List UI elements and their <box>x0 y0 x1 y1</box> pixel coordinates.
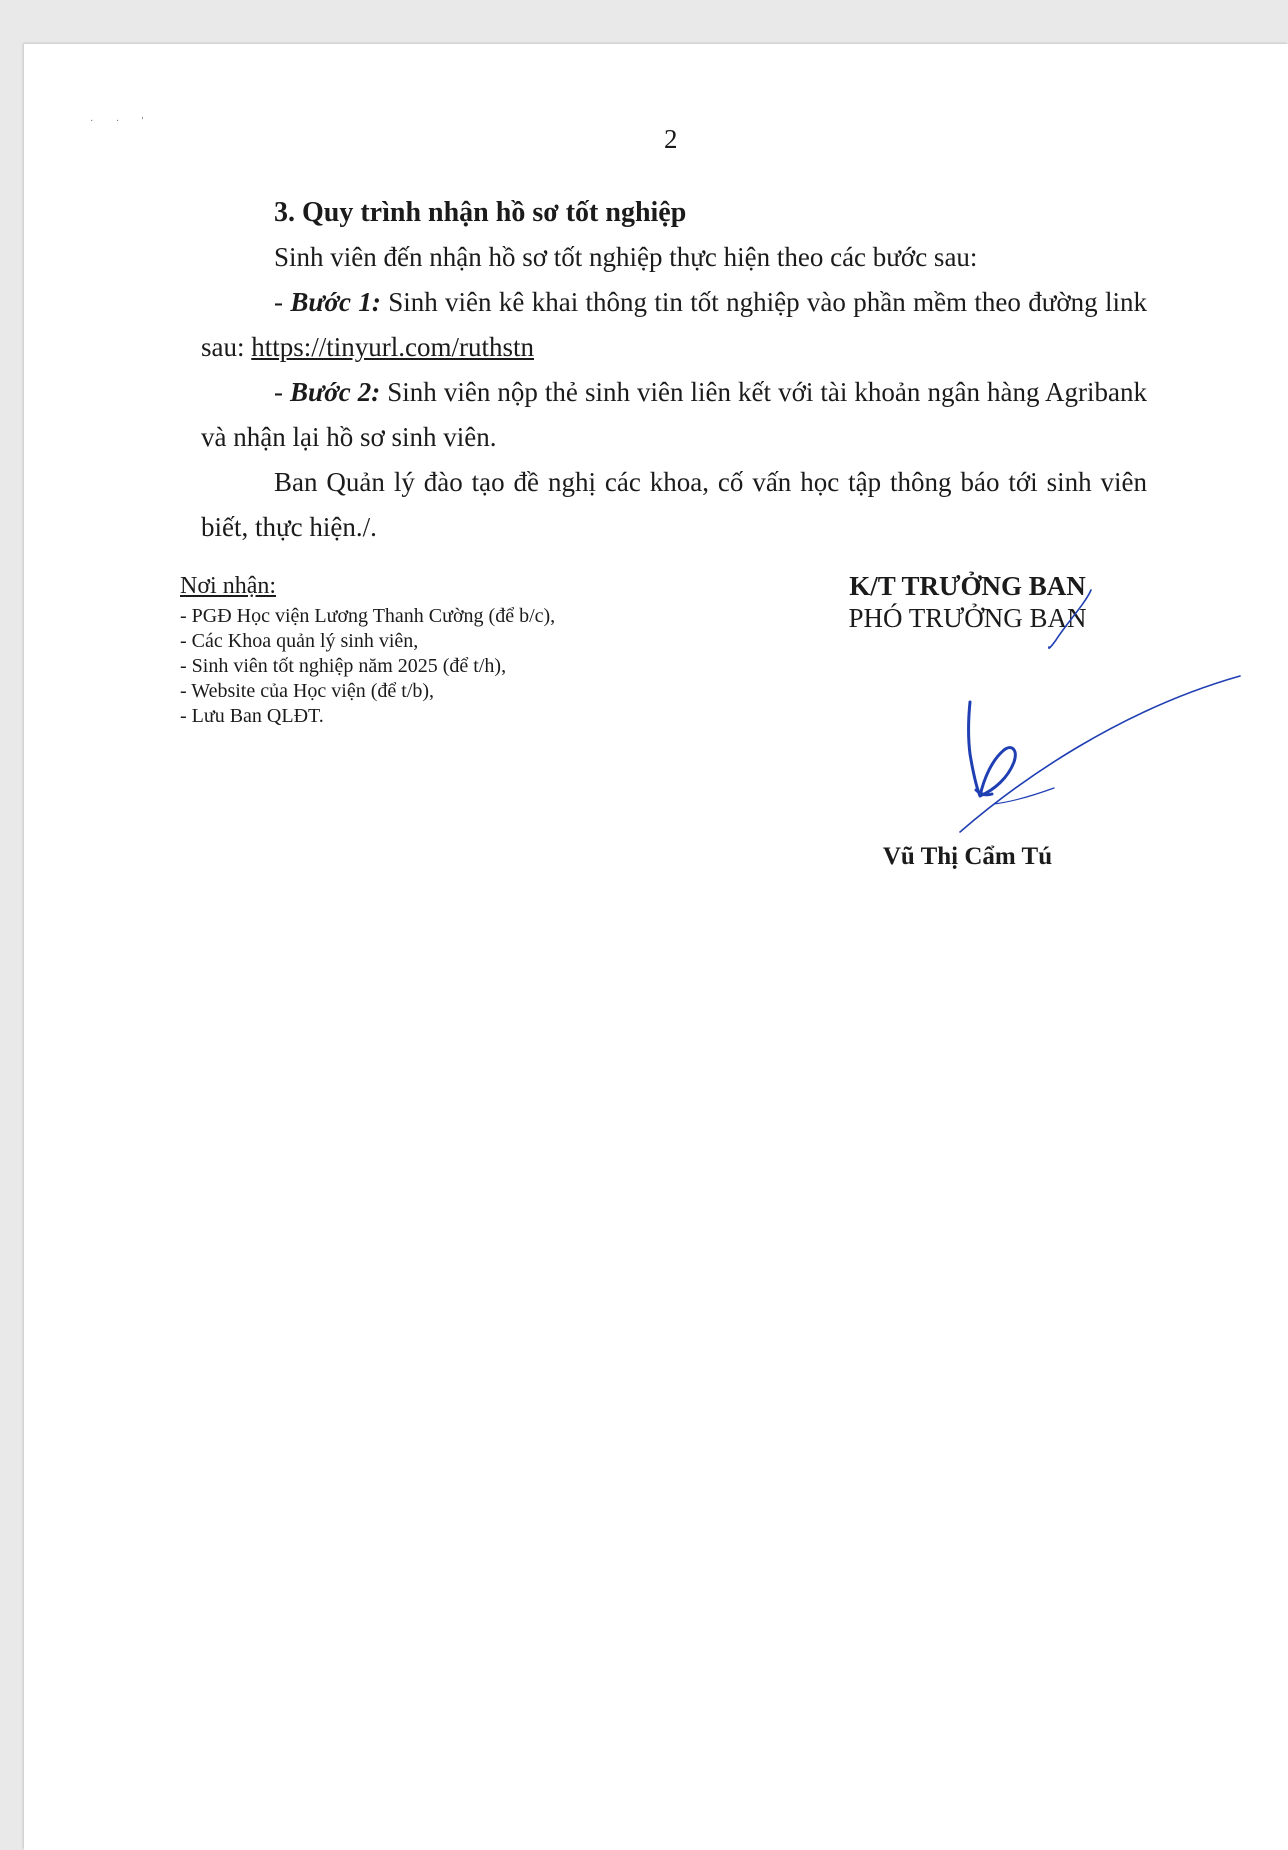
section-intro: Sinh viên đến nhận hồ sơ tốt nghiệp thực hiện theo các bước sau: <box>274 242 978 272</box>
registration-link[interactable]: https://tinyurl.com/ruthstn <box>251 332 534 362</box>
step-1-dash: - <box>274 287 291 317</box>
page-number: 2 <box>664 124 678 154</box>
closing-paragraph: Ban Quản lý đào tạo đề nghị các khoa, cố vấn học tập thông báo tới sinh viên biết, thực hiện./. <box>201 467 1147 542</box>
step-1-label: Bước 1: <box>290 287 381 317</box>
signature-title: K/T TRƯỞNG BAN <box>849 571 1086 601</box>
recipients-list <box>180 604 740 729</box>
recipient-item: - Các Khoa quản lý sinh viên, <box>180 630 419 652</box>
handwritten-signature <box>920 590 1240 840</box>
scan-artifact: · · ' <box>90 116 154 127</box>
recipient-item: - PGĐ Học viện Lương Thanh Cường (để b/c), <box>180 605 556 627</box>
step-1-text: Sinh viên kê khai thông tin tốt nghiệp vào phần mềm theo đường link sau: <box>201 287 1147 362</box>
recipient-item: - Lưu Ban QLĐT. <box>180 705 324 727</box>
step-2-dash: - <box>274 377 291 407</box>
signer-name: Vũ Thị Cẩm Tú <box>882 843 1053 870</box>
recipients-block <box>180 570 740 729</box>
recipient-item: - Website của Học viện (để t/b), <box>180 680 435 702</box>
step-2-label: Bước 2: <box>290 377 381 407</box>
step-2-text: Sinh viên nộp thẻ sinh viên liên kết với tài khoản ngân hàng Agribank và nhận lại hồ sơ sinh viên. <box>201 377 1147 452</box>
step-2-paragraph <box>201 370 1147 460</box>
section-body <box>201 190 1147 550</box>
recipients-title: Nơi nhận: <box>180 573 277 599</box>
signature-subtitle: PHÓ TRƯỞNG BAN <box>848 603 1087 633</box>
recipient-item: - Sinh viên tốt nghiệp năm 2025 (để t/h), <box>180 655 507 677</box>
step-1-paragraph <box>201 280 1147 370</box>
section-heading: 3. Quy trình nhận hồ sơ tốt nghiệp <box>274 197 687 228</box>
